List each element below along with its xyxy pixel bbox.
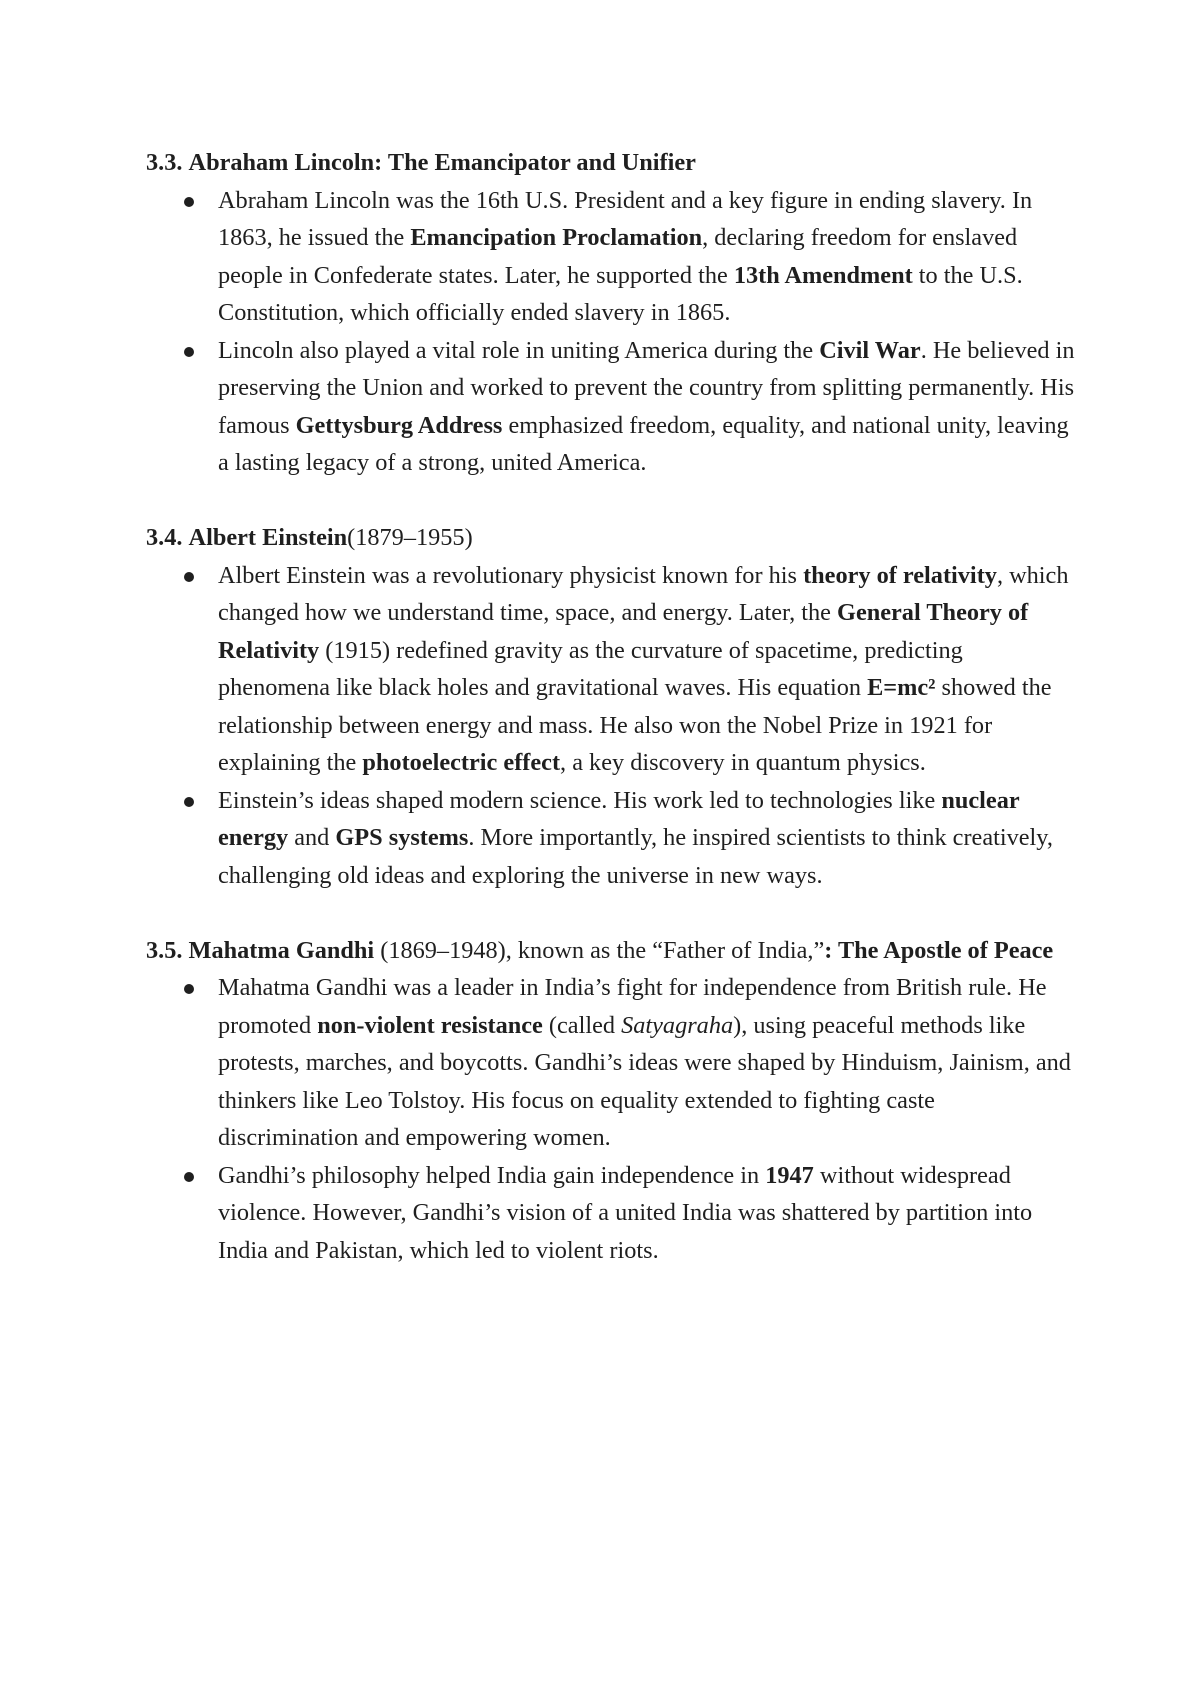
bullet-icon: [184, 347, 194, 357]
bold-term: E=mc²: [867, 674, 936, 701]
heading-tail: : The Apostle of Peace: [824, 936, 1054, 964]
bullet-icon: [184, 797, 194, 807]
section-gandhi: [146, 932, 1076, 1270]
bullet-text: emphasized freedom, equality, and national unity, leaving a lasting legacy of a strong, united America.: [218, 411, 1069, 476]
list-item: [218, 782, 1076, 895]
bullet-icon: [184, 572, 194, 582]
bold-term: non-violent resistance: [317, 1011, 543, 1039]
bold-term: Emancipation Proclamation: [410, 224, 703, 251]
list-item: [218, 1157, 1076, 1270]
bullet-text: showed the relationship between energy and mass. He also won the Nobel Prize in 1921 for explaining the: [218, 674, 1052, 776]
bullet-text: , which changed how we understand time, space, and energy. Later, the: [218, 561, 1069, 626]
bullet-text: Albert Einstein was a revolutionary physicist known for his: [218, 561, 804, 589]
bold-term: photoelectric effect: [362, 749, 561, 776]
heading-number: 3.5.: [146, 936, 183, 964]
list-item: [218, 332, 1076, 482]
bullet-text: Abraham Lincoln was the 16th U.S. President and a key figure in ending slavery. In 1863, he issued the: [218, 186, 1033, 251]
bullet-list: [146, 182, 1076, 482]
document-page: [146, 144, 1076, 1269]
section-heading: [146, 519, 1076, 557]
italic-term: Satyagraha: [621, 1011, 734, 1039]
bullet-text: Gandhi’s philosophy helped India gain independence in: [218, 1161, 766, 1189]
bold-term: Gettysburg Address: [295, 411, 503, 439]
bold-term: General Theory of Relativity: [218, 599, 1029, 664]
bullet-text: Mahatma Gandhi was a leader in India’s fight for independence from British rule. He promoted: [218, 974, 1047, 1039]
section-heading: [146, 932, 1076, 970]
bullet-text: ), using peaceful methods like protests, marches, and boycotts. Gandhi’s ideas were shaped by Hinduism, Jainism, and thinkers like Leo Tolstoy. His focus on equality extended to fighting caste discrimination and empowering women.: [218, 1011, 1071, 1151]
bullet-icon: [184, 1172, 194, 1182]
bold-term: 13th Amendment: [733, 261, 913, 289]
bold-term: 1947: [765, 1161, 814, 1189]
heading-number: 3.3.: [146, 149, 183, 176]
bullet-text: (1915) redefined gravity as the curvature of spacetime, predicting phenomena like black holes and gravitational waves. His equation: [218, 636, 963, 701]
bullet-text: Lincoln also played a vital role in uniting America during the: [218, 336, 820, 364]
bullet-icon: [184, 984, 194, 994]
bullet-text: to the U.S. Constitution, which officially ended slavery in 1865.: [218, 261, 1023, 326]
list-item: [218, 182, 1076, 332]
bullet-text: (called: [542, 1011, 622, 1039]
bullet-text: , declaring freedom for enslaved people in Confederate states. Later, he supported the: [218, 224, 1018, 289]
heading-number: 3.4.: [146, 524, 183, 551]
bullet-text: Einstein’s ideas shaped modern science. His work led to technologies like: [218, 786, 942, 814]
bullet-list: [146, 969, 1076, 1269]
bullet-text: without widespread violence. However, Gandhi’s vision of a united India was shattered by partition into India and Pakistan, which led to violent riots.: [218, 1161, 1033, 1264]
bullet-list: [146, 557, 1076, 895]
section-lincoln: [146, 144, 1076, 482]
heading-subtitle: (1869–1948), known as the “Father of India,”: [374, 936, 825, 964]
heading-title: Albert Einstein: [188, 524, 348, 551]
bold-term: GPS systems: [335, 824, 469, 851]
bullet-icon: [184, 197, 194, 207]
section-heading: [146, 144, 1076, 182]
bullet-text: , a key discovery in quantum physics.: [560, 749, 926, 776]
bullet-text: . More importantly, he inspired scientists to think creatively, challenging old ideas and exploring the universe in new ways.: [218, 824, 1053, 889]
list-item: [218, 557, 1076, 782]
bullet-text: . He believed in preserving the Union and worked to prevent the country from splitting permanently. His famous: [218, 336, 1075, 439]
bold-term: nuclear energy: [218, 786, 1020, 851]
bold-term: Civil War: [819, 336, 921, 364]
bullet-text: and: [288, 824, 336, 851]
section-einstein: [146, 519, 1076, 894]
heading-dates: (1879–1955): [347, 524, 473, 551]
heading-title: Mahatma Gandhi: [188, 936, 375, 964]
heading-title: Abraham Lincoln: The Emancipator and Unifier: [188, 149, 696, 176]
list-item: [218, 969, 1076, 1157]
bold-term: theory of relativity: [803, 561, 997, 589]
